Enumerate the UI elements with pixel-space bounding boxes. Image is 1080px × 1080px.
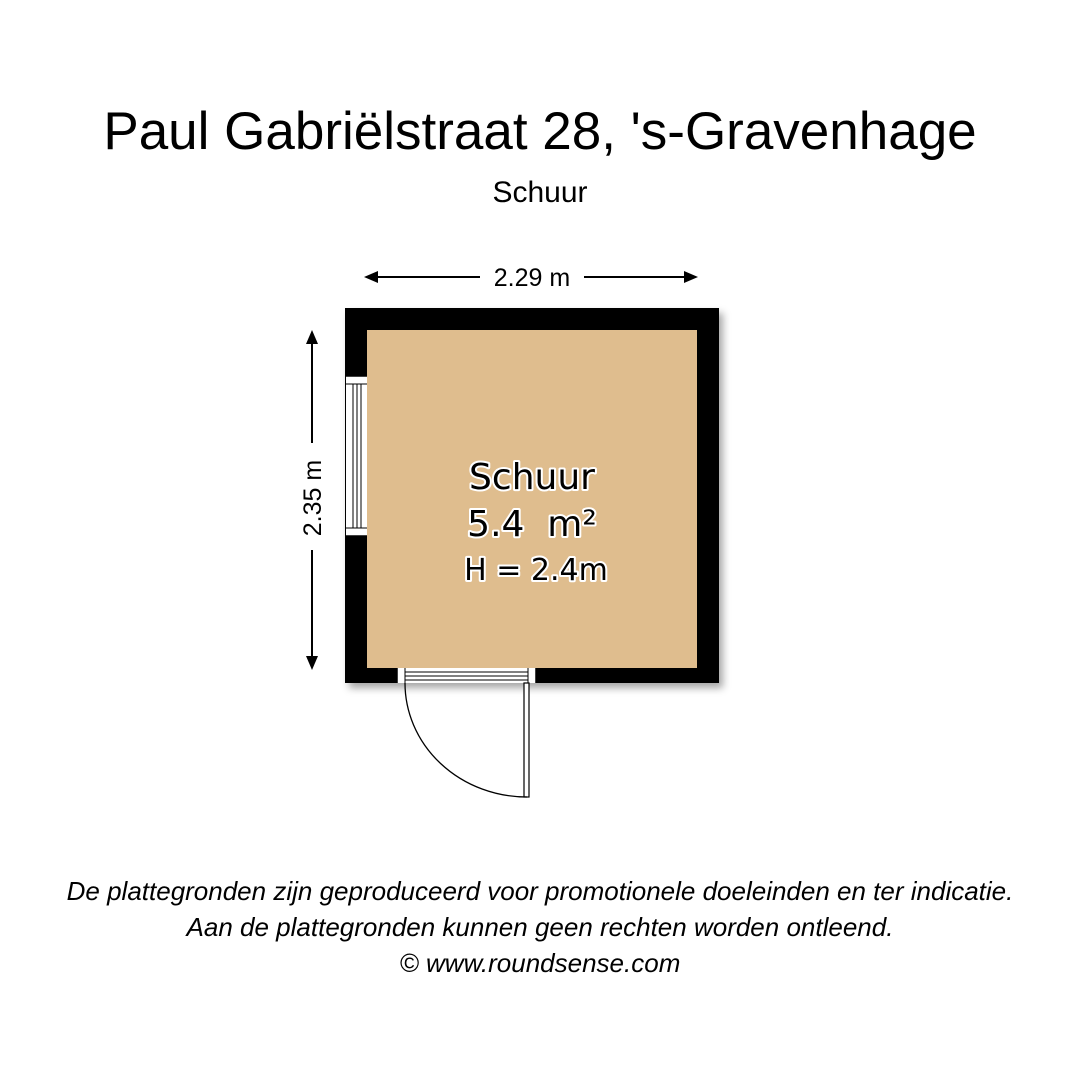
page-title: Paul Gabriëlstraat 28, 's-Gravenhage bbox=[103, 102, 977, 161]
height-label: 2.35 m bbox=[299, 459, 327, 537]
disclaimer-line-1: De plattegronden zijn geproduceerd voor promotionele doeleinden en ter indicatie. bbox=[66, 876, 1014, 906]
width-label: 2.29 m bbox=[493, 264, 571, 292]
width-dimension bbox=[364, 264, 698, 292]
room-height: H = 2.4m bbox=[464, 553, 608, 588]
door-leaf bbox=[524, 683, 529, 797]
door bbox=[397, 668, 536, 797]
room-area: 5.4 m² bbox=[467, 504, 597, 545]
page-subtitle: Schuur bbox=[492, 176, 588, 209]
copyright-line: © www.roundsense.com bbox=[399, 948, 681, 978]
door-swing-arc bbox=[405, 683, 527, 797]
arrow-up-icon bbox=[306, 330, 318, 344]
arrow-right-icon bbox=[684, 271, 698, 283]
disclaimer-line-2: Aan de plattegronden kunnen geen rechten worden ontleend. bbox=[186, 912, 894, 942]
height-dimension bbox=[299, 330, 327, 670]
arrow-down-icon bbox=[306, 656, 318, 670]
disclaimer bbox=[0, 873, 1080, 981]
window bbox=[346, 376, 367, 536]
room-floor bbox=[367, 330, 697, 668]
room-name: Schuur bbox=[469, 457, 595, 498]
arrow-left-icon bbox=[364, 271, 378, 283]
